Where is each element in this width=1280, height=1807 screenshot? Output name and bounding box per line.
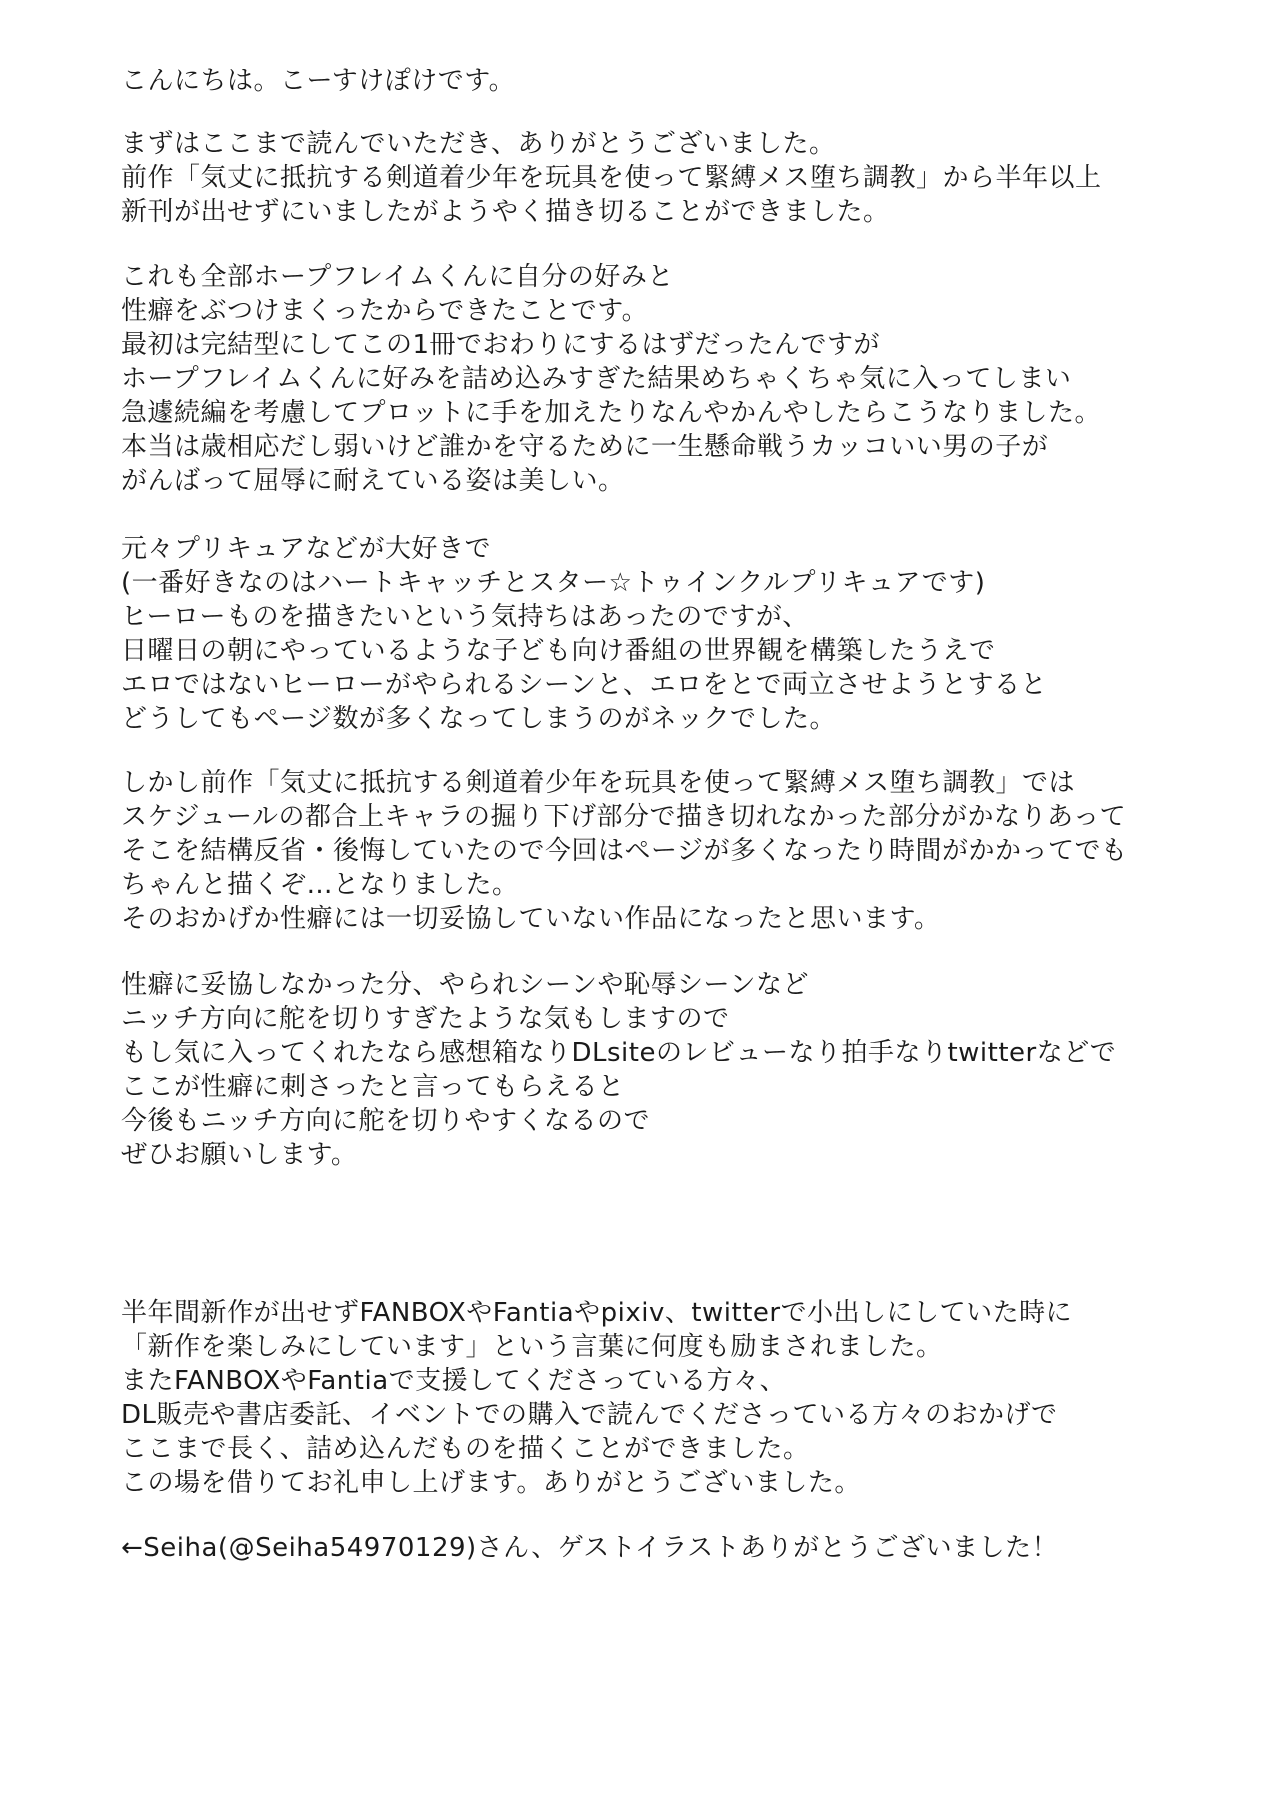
text-line: どうしてもページ数が多くなってしまうのがネックでした。 — [121, 704, 836, 734]
text-line: しかし前作「気丈に抵抗する剣道着少年を玩具を使って緊縛メス堕ち調教」では — [121, 768, 1076, 798]
text-line: がんばって屈辱に耐えている姿は美しい。 — [121, 466, 625, 496]
supporters-paragraph — [121, 1296, 1241, 1500]
text-line: またFANBOXやFantiaで支援してくださっている方々、 — [121, 1366, 787, 1396]
text-line: ぜひお願いします。 — [121, 1140, 358, 1170]
hero-paragraph — [121, 532, 1241, 736]
text-line: 半年間新作が出せずFANBOXやFantiaやpixiv、twitterで小出しにしていた時に — [121, 1298, 1073, 1328]
text-line: 本当は歳相応だし弱いけど誰かを守るために一生懸命戦うカッコいい男の子が — [121, 432, 1049, 462]
text-line: 今後もニッチ方向に舵を切りやすくなるので — [121, 1106, 650, 1136]
text-line: もし気に入ってくれたなら感想箱なりDLsiteのレビューなり拍手なりtwitterなどで — [121, 1038, 1117, 1068]
text-line: 新刊が出せずにいましたがようやく描き切ることができました。 — [121, 197, 890, 227]
paragraph-gap — [121, 1172, 1241, 1296]
guest-credit-paragraph — [121, 1531, 1241, 1565]
text-line: まずはここまで読んでいただき、ありがとうございました。 — [121, 129, 836, 159]
paragraph-gap — [121, 1500, 1241, 1531]
text-line: ここまで長く、詰め込んだものを描くことができました。 — [121, 1434, 810, 1464]
previous-work-paragraph — [121, 766, 1241, 936]
text-line: ←Seiha(@Seiha54970129)さん、ゲストイラストありがとうございました！ — [121, 1533, 1059, 1563]
text-line: この場を借りてお礼申し上げます。ありがとうございました。 — [121, 1468, 861, 1498]
paragraph-gap — [121, 498, 1241, 532]
paragraph-gap — [121, 98, 1241, 127]
text-line: ホープフレイムくんに好みを詰め込みすぎた結果めちゃくちゃ気に入ってしまい — [121, 364, 1072, 394]
thanks-paragraph — [121, 127, 1241, 229]
text-line: 最初は完結型にしてこの1冊でおわりにするはずだったんですが — [121, 330, 881, 360]
text-line: 元々プリキュアなどが大好きで — [121, 534, 491, 564]
text-line: DL販売や書店委託、イベントでの購入で読んでくださっている方々のおかげで — [121, 1400, 1058, 1430]
character-paragraph — [121, 260, 1241, 498]
text-line: こんにちは。こーすけぽけです。 — [121, 66, 516, 96]
text-line: 「新作を楽しみにしています」という言葉に何度も励まされました。 — [121, 1332, 943, 1362]
text-line: 性癖をぶつけまくったからできたことです。 — [121, 296, 649, 326]
text-line: ニッチ方向に舵を切りすぎたような気もしますので — [121, 1004, 730, 1034]
text-line: ヒーローものを描きたいという気持ちはあったのですが、 — [121, 602, 809, 632]
text-line: 日曜日の朝にやっているような子ども向け番組の世界観を構築したうえで — [121, 636, 996, 666]
text-line: (一番好きなのはハートキャッチとスター☆トゥインクルプリキュアです) — [121, 568, 986, 598]
paragraph-gap — [121, 229, 1241, 260]
text-line: エロではないヒーローがやられるシーンと、エロをとで両立させようとすると — [121, 670, 1047, 700]
text-line: 性癖に妥協しなかった分、やられシーンや恥辱シーンなど — [121, 970, 809, 1000]
feedback-paragraph — [121, 968, 1241, 1172]
text-line: 急遽続編を考慮してプロットに手を加えたりなんやかんやしたらこうなりました。 — [121, 398, 1101, 428]
text-line: ここが性癖に刺さったと言ってもらえると — [121, 1072, 625, 1102]
text-line: そこを結構反省・後悔していたので今回はページが多くなったり時間がかかってでも — [121, 836, 1128, 866]
paragraph-gap — [121, 736, 1241, 766]
text-line: これも全部ホープフレイムくんに自分の好みと — [121, 262, 674, 292]
text-line: スケジュールの都合上キャラの掘り下げ部分で描き切れなかった部分がかなりあって — [121, 802, 1127, 832]
afterword-text — [121, 64, 1241, 1565]
greeting-paragraph — [121, 64, 1241, 98]
text-line: 前作「気丈に抵抗する剣道着少年を玩具を使って緊縛メス堕ち調教」から半年以上 — [121, 163, 1102, 193]
text-line: ちゃんと描くぞ…となりました。 — [121, 870, 519, 900]
paragraph-gap — [121, 936, 1241, 968]
text-line: そのおかげか性癖には一切妥協していない作品になったと思います。 — [121, 904, 941, 934]
